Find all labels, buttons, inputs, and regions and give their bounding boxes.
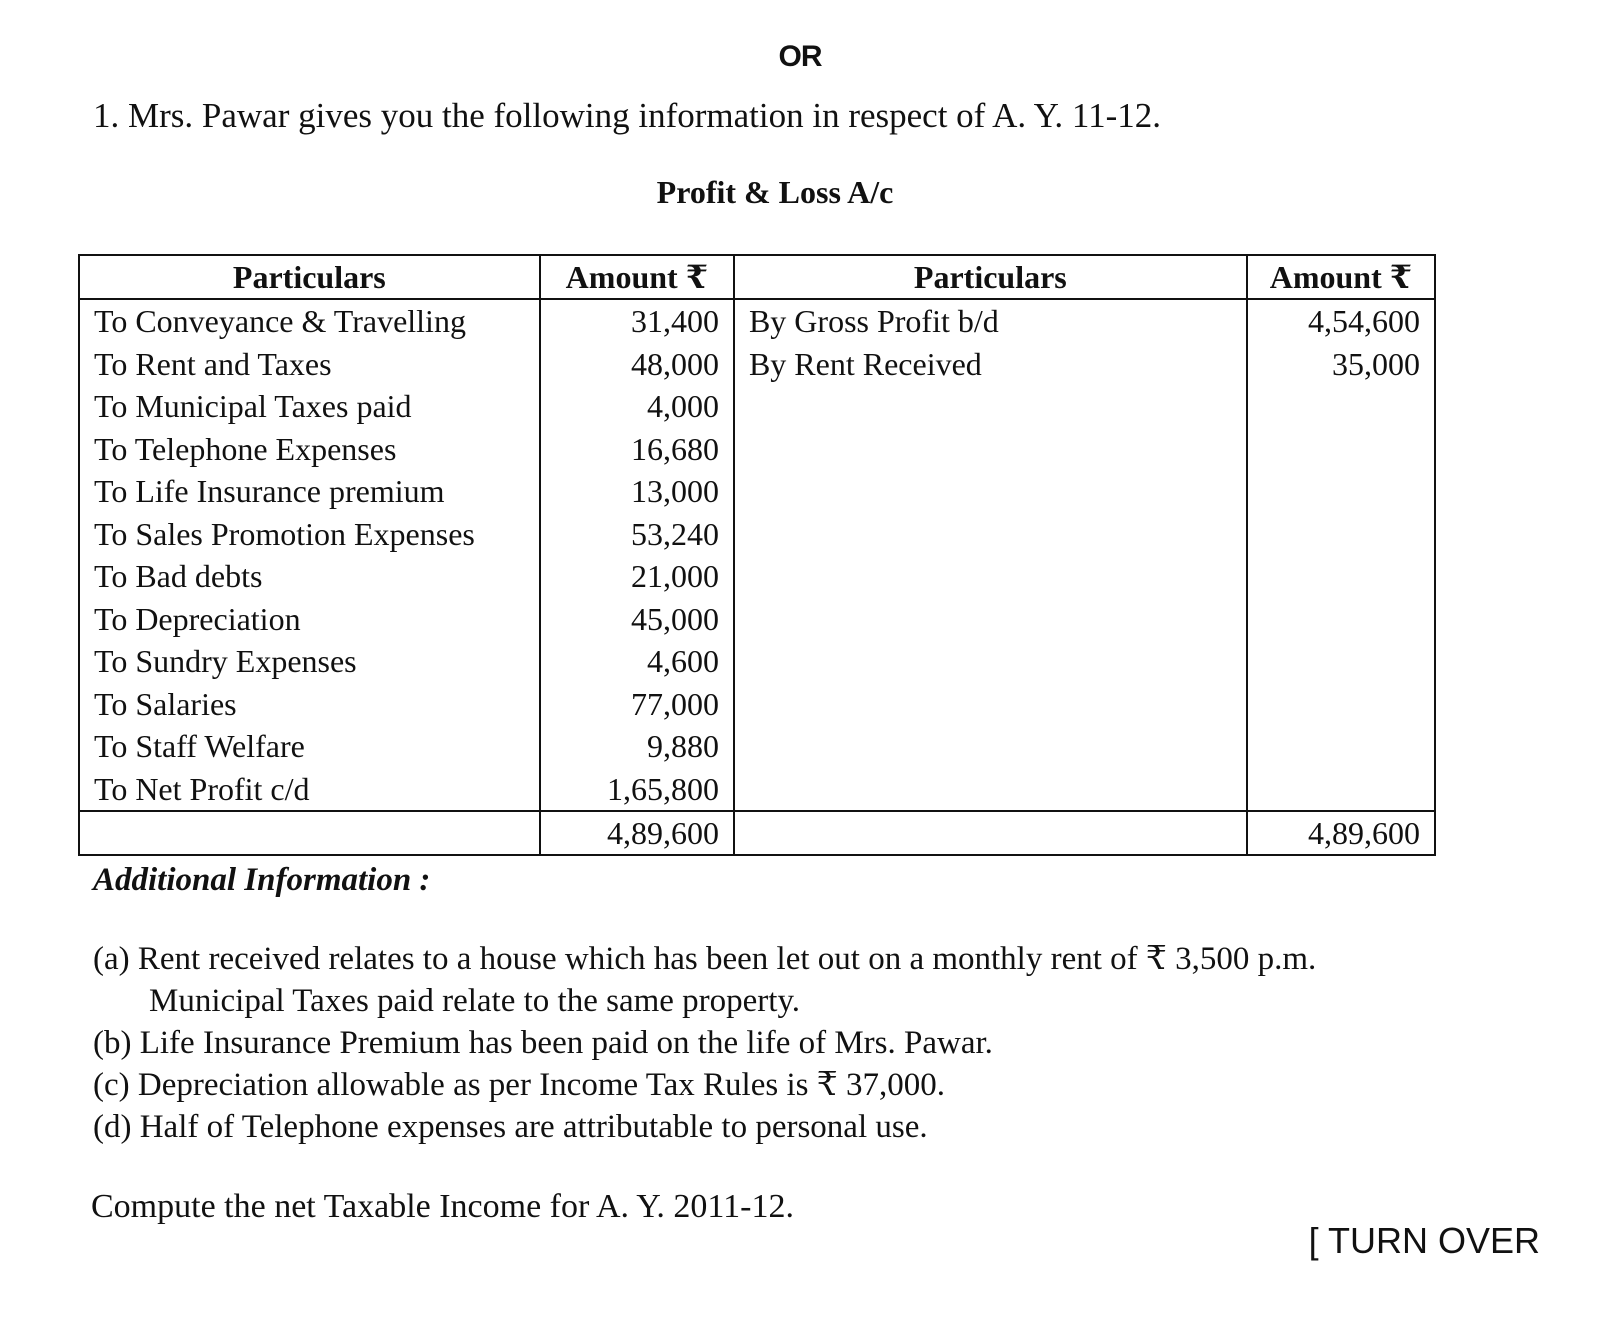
debit-amount: 1,65,800 xyxy=(540,768,734,812)
debit-particulars: To Sundry Expenses xyxy=(79,640,540,683)
debit-particulars: To Telephone Expenses xyxy=(79,428,540,471)
total-left-amount: 4,89,600 xyxy=(540,811,734,855)
credit-amount-empty xyxy=(1247,555,1435,598)
credit-amount-empty xyxy=(1247,428,1435,471)
credit-amount: 4,54,600 xyxy=(1247,299,1435,343)
credit-particulars-empty xyxy=(734,598,1247,641)
header-right-amount: Amount ₹ xyxy=(1247,255,1435,299)
question-text: 1. Mrs. Pawar gives you the following information in respect of A. Y. 11-12. xyxy=(93,96,1161,135)
credit-amount-empty xyxy=(1247,385,1435,428)
header-left-particulars: Particulars xyxy=(79,255,540,299)
table-row xyxy=(79,725,1435,768)
table-row xyxy=(79,470,1435,513)
debit-amount: 45,000 xyxy=(540,598,734,641)
debit-amount: 31,400 xyxy=(540,299,734,343)
credit-amount-empty xyxy=(1247,768,1435,812)
debit-particulars: To Rent and Taxes xyxy=(79,343,540,386)
credit-amount-empty xyxy=(1247,640,1435,683)
credit-amount-empty xyxy=(1247,683,1435,726)
credit-particulars-empty xyxy=(734,385,1247,428)
credit-particulars-empty xyxy=(734,513,1247,556)
debit-amount: 4,000 xyxy=(540,385,734,428)
debit-particulars: To Salaries xyxy=(79,683,540,726)
credit-particulars-empty xyxy=(734,428,1247,471)
credit-amount-empty xyxy=(1247,470,1435,513)
debit-amount: 13,000 xyxy=(540,470,734,513)
additional-info-heading: Additional Information : xyxy=(93,862,431,898)
table-row xyxy=(79,640,1435,683)
total-right-label-empty xyxy=(734,811,1247,855)
table-row xyxy=(79,683,1435,726)
credit-particulars: By Rent Received xyxy=(734,343,1247,386)
debit-particulars: To Bad debts xyxy=(79,555,540,598)
table-row xyxy=(79,385,1435,428)
total-left-label-empty xyxy=(79,811,540,855)
header-left-amount: Amount ₹ xyxy=(540,255,734,299)
table-row xyxy=(79,768,1435,812)
debit-particulars: To Staff Welfare xyxy=(79,725,540,768)
debit-particulars: To Depreciation xyxy=(79,598,540,641)
table-row xyxy=(79,513,1435,556)
credit-particulars-empty xyxy=(734,768,1247,812)
debit-amount: 9,880 xyxy=(540,725,734,768)
credit-amount: 35,000 xyxy=(1247,343,1435,386)
debit-amount: 16,680 xyxy=(540,428,734,471)
debit-amount: 21,000 xyxy=(540,555,734,598)
debit-amount: 4,600 xyxy=(540,640,734,683)
profit-loss-table xyxy=(78,254,1436,856)
credit-amount-empty xyxy=(1247,513,1435,556)
debit-particulars: To Life Insurance premium xyxy=(79,470,540,513)
note-d: (d) Half of Telephone expenses are attributable to personal use. xyxy=(93,1109,928,1145)
debit-amount: 77,000 xyxy=(540,683,734,726)
note-a-continuation: Municipal Taxes paid relate to the same property. xyxy=(149,983,801,1019)
debit-particulars: To Sales Promotion Expenses xyxy=(79,513,540,556)
debit-amount: 48,000 xyxy=(540,343,734,386)
debit-particulars: To Conveyance & Travelling xyxy=(79,299,540,343)
credit-particulars-empty xyxy=(734,683,1247,726)
debit-amount: 53,240 xyxy=(540,513,734,556)
turn-over-label: [ TURN OVER xyxy=(1308,1220,1540,1261)
debit-particulars: To Net Profit c/d xyxy=(79,768,540,812)
totals-row xyxy=(79,811,1435,855)
debit-particulars: To Municipal Taxes paid xyxy=(79,385,540,428)
table-row xyxy=(79,598,1435,641)
credit-particulars-empty xyxy=(734,470,1247,513)
note-b: (b) Life Insurance Premium has been paid on the life of Mrs. Pawar. xyxy=(93,1025,993,1061)
credit-amount-empty xyxy=(1247,725,1435,768)
credit-particulars: By Gross Profit b/d xyxy=(734,299,1247,343)
header-right-particulars: Particulars xyxy=(734,255,1247,299)
table-row xyxy=(79,299,1435,343)
table-row xyxy=(79,555,1435,598)
note-c: (c) Depreciation allowable as per Income Tax Rules is ₹ 37,000. xyxy=(93,1067,945,1103)
instruction-text: Compute the net Taxable Income for A. Y. 2011-12. xyxy=(91,1188,794,1225)
account-title: Profit & Loss A/c xyxy=(656,174,894,210)
table-row xyxy=(79,343,1435,386)
credit-particulars-empty xyxy=(734,555,1247,598)
table-row xyxy=(79,428,1435,471)
note-a: (a) Rent received relates to a house which has been let out on a monthly rent of ₹ 3,500 p.m. xyxy=(93,941,1317,977)
credit-particulars-empty xyxy=(734,640,1247,683)
credit-particulars-empty xyxy=(734,725,1247,768)
additional-notes xyxy=(93,938,1493,1148)
credit-amount-empty xyxy=(1247,598,1435,641)
or-label: OR xyxy=(778,40,822,73)
total-right-amount: 4,89,600 xyxy=(1247,811,1435,855)
table-header-row xyxy=(79,255,1435,299)
